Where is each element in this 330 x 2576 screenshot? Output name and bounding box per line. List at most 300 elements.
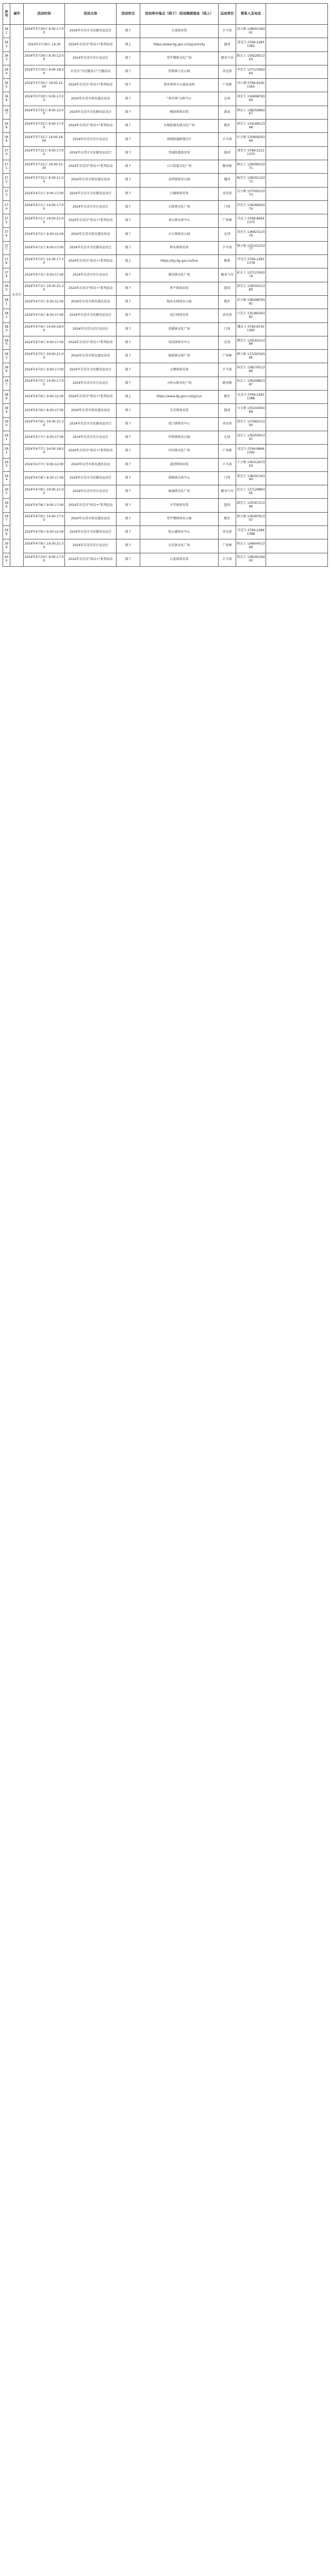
table-row [3, 471, 328, 485]
cell-extra [266, 350, 328, 363]
cell-location: 常平镇体育馆 [140, 282, 219, 295]
cell-contact: 钟女士 13825689367 [236, 106, 266, 119]
cell-organizer: 2024年东莞市社区运动会 [65, 52, 117, 65]
table-row [3, 25, 328, 38]
cell-index: 372 [3, 174, 10, 187]
col-header-index: 序号 [3, 4, 10, 25]
table-row [3, 499, 328, 512]
cell-time: 2024年4月5日 9:00-17:00 [24, 363, 65, 377]
table-row [3, 485, 328, 499]
activity-table [3, 3, 328, 567]
cell-sport: 门球 [219, 200, 236, 214]
cell-format: 线下 [117, 404, 140, 417]
cell-time: 2024年4月10日 9:00-17:00 [24, 553, 65, 566]
cell-location: 厚街镇人民公园 [140, 65, 219, 78]
cell-extra [266, 146, 328, 160]
cell-index: 366 [3, 92, 10, 106]
cell-time: 2024年4月4日 9:00-17:00 [24, 336, 65, 349]
cell-sport: 健身气功 [219, 52, 236, 65]
cell-time: 2024年3月31日 19:30-21:30 [24, 160, 65, 173]
cell-index: 362 [3, 38, 10, 52]
cell-time: 2024年4月6日 9:00-12:00 [24, 391, 65, 404]
cell-format: 线下 [117, 417, 140, 431]
cell-location: 洪梅镇文体中心 [140, 471, 219, 485]
cell-time: 2024年3月31日 14:00-18:00 [24, 133, 65, 146]
cell-contact: 程女士 13660451399 [236, 539, 266, 553]
cell-organizer: 2024年东莞市社区运动会 [65, 323, 117, 336]
cell-extra [266, 377, 328, 390]
cell-time: 2024年4月5日 19:00-21:00 [24, 350, 65, 363]
cell-location: 南城街道蛤地社区 [140, 133, 219, 146]
cell-location: 茶山镇文体中心 [140, 214, 219, 228]
cell-extra [266, 133, 328, 146]
cell-organizer: 2024年东莞市社区运动会 [65, 200, 117, 214]
cell-time: 2024年4月4日 14:00-18:00 [24, 323, 65, 336]
cell-extra [266, 241, 328, 255]
cell-location: 桥头镇体育馆 [140, 241, 219, 255]
cell-index: 386 [3, 363, 10, 377]
table-row [3, 214, 328, 228]
cell-extra [266, 526, 328, 539]
table-row [3, 404, 328, 417]
cell-sport: 跑步 [219, 391, 236, 404]
cell-contact: 李先生 13712356364 [236, 65, 266, 78]
cell-format: 线下 [117, 146, 140, 160]
cell-sport: 羽毛球 [219, 309, 236, 323]
col-header-sport: 运动项目 [219, 4, 236, 25]
cell-time: 2024年4月8日 9:00-17:00 [24, 499, 65, 512]
cell-time: 2024年4月5日 14:00-17:00 [24, 377, 65, 390]
cell-extra [266, 174, 328, 187]
table-row [3, 241, 328, 255]
table-row [3, 458, 328, 471]
cell-index: 365 [3, 79, 10, 92]
cell-contact: 叶小姐 13580926369 [236, 133, 266, 146]
table-row [3, 350, 328, 363]
cell-sport: 广场舞 [219, 79, 236, 92]
cell-index: 370 [3, 146, 10, 160]
cell-organizer: 2024年东莞市体育惠民活动 [65, 92, 117, 106]
cell-sport: 广场舞 [219, 214, 236, 228]
cell-location: 松山湖体育中心 [140, 526, 219, 539]
table-row [3, 391, 328, 404]
table-row [3, 363, 328, 377]
cell-location: 东坑镇文化广场 [140, 539, 219, 553]
cell-organizer: 2024年东莞市"体育+"系列活动 [65, 214, 117, 228]
cell-sport: 乒乓球 [219, 458, 236, 471]
cell-index: 393 [3, 458, 10, 471]
cell-format: 线上 [117, 255, 140, 268]
cell-organizer: 东莞市"全民健身日"主题活动 [65, 65, 117, 78]
cell-organizer: 2024年东莞市"体育+"系列活动 [65, 38, 117, 52]
table-row [3, 160, 328, 173]
cell-location: 沙田镇文化广场 [140, 445, 219, 458]
cell-location: https://www.dg.gov.cn/tyj/activity [140, 38, 219, 52]
cell-organizer: 2024年东莞市体育惠民活动 [65, 512, 117, 526]
cell-format: 线下 [117, 526, 140, 539]
cell-extra [266, 458, 328, 471]
table-row [3, 445, 328, 458]
cell-format: 线下 [117, 445, 140, 458]
cell-index: 396 [3, 499, 10, 512]
cell-index: 389 [3, 404, 10, 417]
cell-location: 石排镇文化广场 [140, 200, 219, 214]
cell-sport: 跑步 [219, 512, 236, 526]
cell-contact: 孙女士 13620981387 [236, 377, 266, 390]
cell-organizer: 2024年东莞市"体育+"系列活动 [65, 391, 117, 404]
cell-format: 线下 [117, 363, 140, 377]
cell-time: 2024年4月3日 19:30-21:30 [24, 282, 65, 295]
cell-contact: 于小姐 13631267393 [236, 458, 266, 471]
cell-sport: 足球 [219, 336, 236, 349]
cell-organizer: 2024年东莞市"体育+"系列活动 [65, 282, 117, 295]
cell-location: 石碣镇体育馆 [140, 187, 219, 200]
cell-location: https://www.dg.gov.cn/tyj/run [140, 391, 219, 404]
cell-contact: 徐先生 13827651386 [236, 363, 266, 377]
cell-sport: 篮球 [219, 38, 236, 52]
col-header-organizer: 活动主体 [65, 4, 117, 25]
table-row [3, 377, 328, 390]
table-row [3, 174, 328, 187]
cell-extra [266, 65, 328, 78]
cell-organizer: 2024年东莞市全民健身运动会 [65, 417, 117, 431]
cell-contact: 魏女士 0769-87301383 [236, 323, 266, 336]
cell-time: 2024年4月1日 14:00-17:00 [24, 200, 65, 214]
cell-format: 线下 [117, 92, 140, 106]
cell-time: 2024年4月3日 9:00-17:00 [24, 268, 65, 282]
cell-sport: 乒乓球 [219, 241, 236, 255]
cell-location: 长安镇体育馆 [140, 404, 219, 417]
cell-time: 2024年3月30日 19:00-21:00 [24, 79, 65, 92]
cell-format: 线下 [117, 160, 140, 173]
cell-index: 373 [3, 187, 10, 200]
cell-sport: 健身操 [219, 377, 236, 390]
cell-time: 2024年4月8日 8:30-17:00 [24, 471, 65, 485]
cell-format: 线下 [117, 214, 140, 228]
cell-location: 道滘镇体育馆 [140, 458, 219, 471]
cell-format: 线下 [117, 431, 140, 444]
cell-organizer: 2024年东莞市社区运动会 [65, 539, 117, 553]
cell-sport: 毽球 [219, 174, 236, 187]
cell-format: 线下 [117, 512, 140, 526]
cell-time: 2024年4月9日 9:00-12:00 [24, 526, 65, 539]
cell-location: 石龙镇体育馆 [140, 553, 219, 566]
cell-sport: 游泳 [219, 106, 236, 119]
cell-organizer: 2024年东莞市体育惠民活动 [65, 404, 117, 417]
cell-index: 367 [3, 106, 10, 119]
cell-index: 392 [3, 445, 10, 458]
cell-extra [266, 79, 328, 92]
cell-format: 线下 [117, 65, 140, 78]
cell-organizer: 2024年东莞市"体育+"系列活动 [65, 553, 117, 566]
table-row [3, 539, 328, 553]
cell-index: 395 [3, 485, 10, 499]
cell-sport: 乒乓球 [219, 553, 236, 566]
cell-index: 399 [3, 539, 10, 553]
cell-organizer: 2024年东莞市"体育+"系列活动 [65, 499, 117, 512]
cell-contact: 吴小姐 13750012373 [236, 187, 266, 200]
cell-time: 2024年3月31日 8:00-12:00 [24, 106, 65, 119]
cell-extra [266, 417, 328, 431]
cell-format: 线下 [117, 25, 140, 38]
cell-contact: 许先生 0769-22831378 [236, 255, 266, 268]
cell-extra [266, 499, 328, 512]
table-row [3, 417, 328, 431]
table-row [3, 92, 328, 106]
cell-format: 线上 [117, 38, 140, 52]
cell-contact: 杨先生 13829112372 [236, 174, 266, 187]
cell-organizer: 2024年东莞市"体育+"系列活动 [65, 445, 117, 458]
cell-contact: 高女士 13925561391 [236, 431, 266, 444]
cell-time: 2024年4月2日 14:30-17:30 [24, 255, 65, 268]
table-header-row [3, 4, 328, 25]
cell-contact: 刘先生 13669876366 [236, 92, 266, 106]
table-row [3, 526, 328, 539]
table-row [3, 187, 328, 200]
cell-time: 2024年4月7日 9:00-17:00 [24, 431, 65, 444]
cell-organizer: 2024年东莞市"体育+"系列活动 [65, 255, 117, 268]
cell-extra [266, 160, 328, 173]
cell-format: 线下 [117, 187, 140, 200]
cell-contact: 冯女士 0769-86641375 [236, 214, 266, 228]
cell-extra [266, 471, 328, 485]
cell-time: 2024年3月31日 9:00-17:00 [24, 146, 65, 160]
cell-time: 2024年3月30日 14:30 [24, 38, 65, 52]
cell-organizer: 2024年东莞市全民健身运动会 [65, 363, 117, 377]
cell-sport: 篮球 [219, 282, 236, 295]
cell-index: 369 [3, 133, 10, 146]
cell-extra [266, 52, 328, 65]
cell-sport: 门球 [219, 471, 236, 485]
cell-contact: 胡先生 13798231390 [236, 417, 266, 431]
cell-sport: 乒乓球 [219, 25, 236, 38]
cell-extra [266, 445, 328, 458]
cell-time: 2024年4月2日 8:00-17:00 [24, 241, 65, 255]
cell-contact: 董先生 13829134394 [236, 471, 266, 485]
col-header-city: 城市 [10, 4, 24, 25]
cell-time: 2024年4月1日 9:00-17:00 [24, 187, 65, 200]
cell-index: 394 [3, 471, 10, 485]
cell-sport: 乒乓球 [219, 133, 236, 146]
cell-index: 383 [3, 323, 10, 336]
cell-sport: 羽毛球 [219, 65, 236, 78]
cell-sport: 健身气功 [219, 268, 236, 282]
cell-format: 线下 [117, 79, 140, 92]
cell-format: 线下 [117, 485, 140, 499]
cell-index: 390 [3, 417, 10, 431]
table-row [3, 309, 328, 323]
cell-organizer: 2024年东莞市全民健身运动会 [65, 309, 117, 323]
cell-format: 线下 [117, 377, 140, 390]
cell-index: 384 [3, 336, 10, 349]
cell-organizer: 2024年东莞市社区运动会 [65, 268, 117, 282]
cell-organizer: 2024年东莞市全民健身运动会 [65, 106, 117, 119]
cell-time: 2024年4月8日 19:00-21:00 [24, 485, 65, 499]
cell-organizer: 2024年东莞市社区运动会 [65, 133, 117, 146]
cell-format: 线下 [117, 268, 140, 282]
cell-extra [266, 255, 328, 268]
cell-format: 线下 [117, 120, 140, 133]
cell-extra [266, 309, 328, 323]
cell-time: 2024年3月30日 8:30-12:00 [24, 52, 65, 65]
cell-index: 379 [3, 268, 10, 282]
cell-location: 麻涌镇文化广场 [140, 485, 219, 499]
cell-extra [266, 336, 328, 349]
cell-index: 368 [3, 120, 10, 133]
cell-extra [266, 200, 328, 214]
cell-contact: 马小姐 13510456389 [236, 404, 266, 417]
cell-sport: 广场舞 [219, 445, 236, 458]
cell-contact: 何小姐 0769-81001365 [236, 79, 266, 92]
cell-time: 2024年4月6日 8:00-17:00 [24, 404, 65, 417]
cell-location: 中堂镇体育馆 [140, 499, 219, 512]
table-row [3, 133, 328, 146]
cell-sport: 足球 [219, 228, 236, 241]
cell-location: 石龙体育馆 [140, 25, 219, 38]
cell-contact: 林女士 13609632371 [236, 160, 266, 173]
table-row [3, 512, 328, 526]
cell-extra [266, 187, 328, 200]
cell-index: 388 [3, 391, 10, 404]
cell-extra [266, 485, 328, 499]
cell-location: 黄江镇体育馆 [140, 309, 219, 323]
cell-extra [266, 512, 328, 526]
cell-location: 横沥镇体育馆 [140, 106, 219, 119]
cell-extra [266, 323, 328, 336]
cell-extra [266, 363, 328, 377]
cell-city-merged: 东莞市 [10, 25, 24, 567]
table-row [3, 146, 328, 160]
col-header-contact: 联系人及电话 [236, 4, 266, 25]
col-header-format: 活动形式 [117, 4, 140, 25]
cell-extra [266, 25, 328, 38]
cell-contact: 苏小姐 13829876381 [236, 295, 266, 309]
col-header-time: 活动时间 [24, 4, 65, 25]
cell-organizer: 2024年东莞市全民健身运动会 [65, 25, 117, 38]
cell-contact: 陈女士 13922921363 [236, 52, 266, 65]
cell-index: 397 [3, 512, 10, 526]
cell-organizer: 2024年东莞市体育惠民活动 [65, 458, 117, 471]
cell-format: 线下 [117, 309, 140, 323]
cell-format: 线下 [117, 200, 140, 214]
cell-location: 凤岗镇体育中心 [140, 336, 219, 349]
cell-extra [266, 228, 328, 241]
cell-extra [266, 106, 328, 119]
cell-extra [266, 92, 328, 106]
table-row [3, 336, 328, 349]
cell-format: 线下 [117, 471, 140, 485]
cell-extra [266, 431, 328, 444]
table-row [3, 282, 328, 295]
cell-format: 线下 [117, 241, 140, 255]
cell-sport: 跑步 [219, 295, 236, 309]
table-row [3, 200, 328, 214]
cell-organizer: 2024年东莞市"体育+"系列活动 [65, 79, 117, 92]
cell-format: 线上 [117, 391, 140, 404]
cell-contact: 邓先生 13682312376 [236, 228, 266, 241]
cell-time: 2024年4月9日 19:30-21:30 [24, 539, 65, 553]
cell-format: 线下 [117, 106, 140, 119]
cell-organizer: 2024年东莞市"体育+"系列活动 [65, 120, 117, 133]
cell-location: 望牛墩镇文化广场 [140, 52, 219, 65]
cell-sport: 羽毛球 [219, 526, 236, 539]
cell-sport: 篮球 [219, 499, 236, 512]
cell-time: 2024年4月2日 9:00-12:00 [24, 228, 65, 241]
cell-index: 385 [3, 350, 10, 363]
cell-sport: 广场舞 [219, 350, 236, 363]
cell-time: 2024年3月31日 9:00-17:00 [24, 120, 65, 133]
col-header-extra [266, 4, 328, 25]
cell-contact: 唐小姐 13928761397 [236, 512, 266, 526]
cell-index: 377 [3, 241, 10, 255]
cell-extra [266, 214, 328, 228]
cell-location: 望牛墩镇体育公园 [140, 512, 219, 526]
cell-sport: 篮球 [219, 146, 236, 160]
cell-index: 391 [3, 431, 10, 444]
table-row [3, 52, 328, 65]
cell-contact: 黎小姐 13510125377 [236, 241, 266, 255]
table-row [3, 120, 328, 133]
cell-time: 2024年3月31日 8:30-11:30 [24, 174, 65, 187]
cell-format: 线下 [117, 174, 140, 187]
cell-organizer: 2024年东莞市全民健身运动会 [65, 146, 117, 160]
table-row [3, 106, 328, 119]
cell-contact: 蔡先生 13416812368 [236, 120, 266, 133]
cell-location: 清溪镇文化广场 [140, 323, 219, 336]
cell-contact: 郭先生 0769-22111370 [236, 146, 266, 160]
cell-index: 364 [3, 65, 10, 78]
cell-format: 线下 [117, 52, 140, 65]
cell-contact: 彭女士 13712356379 [236, 268, 266, 282]
cell-extra [266, 553, 328, 566]
table-body [3, 25, 328, 567]
cell-location: 厚街镇体育公园 [140, 431, 219, 444]
cell-extra [266, 38, 328, 52]
cell-extra [266, 295, 328, 309]
cell-sport: 广场舞 [219, 539, 236, 553]
cell-location: https://tyj.dg.gov.cn/live [140, 255, 219, 268]
cell-location: 莞城街道体育馆 [140, 146, 219, 160]
cell-sport: 健身操 [219, 160, 236, 173]
cell-contact: 沈女士 13712986395 [236, 485, 266, 499]
cell-index: 363 [3, 52, 10, 65]
cell-contact: 曹先生 13829516400 [236, 553, 266, 566]
cell-format: 线下 [117, 323, 140, 336]
cell-index: 380 [3, 282, 10, 295]
cell-location: 大朗镇体育馆 [140, 363, 219, 377]
cell-location: 东城街道东城文化广场 [140, 120, 219, 133]
cell-sport: 足球 [219, 431, 236, 444]
cell-extra [266, 539, 328, 553]
cell-time: 2024年3月30日 9:00-17:00 [24, 92, 65, 106]
cell-sport: 棋类 [219, 255, 236, 268]
cell-organizer: 2024年东莞市全民健身运动会 [65, 526, 117, 539]
table-row [3, 553, 328, 566]
cell-extra [266, 391, 328, 404]
cell-format: 线下 [117, 133, 140, 146]
cell-contact: 朱先生 0769-22831388 [236, 391, 266, 404]
cell-sport: 羽毛球 [219, 417, 236, 431]
cell-time: 2024年4月1日 19:00-21:00 [24, 214, 65, 228]
cell-index: 375 [3, 214, 10, 228]
cell-organizer: 2024年东莞市"体育+"系列活动 [65, 160, 117, 173]
cell-organizer: 2024年东莞市全民健身运动会 [65, 241, 117, 255]
cell-organizer: 2024年东莞市社区运动会 [65, 377, 117, 390]
cell-contact: 谭先生 13916251384 [236, 336, 266, 349]
cell-time: 2024年4月9日 14:00-17:00 [24, 512, 65, 526]
cell-format: 线下 [117, 539, 140, 553]
cell-format: 线下 [117, 282, 140, 295]
